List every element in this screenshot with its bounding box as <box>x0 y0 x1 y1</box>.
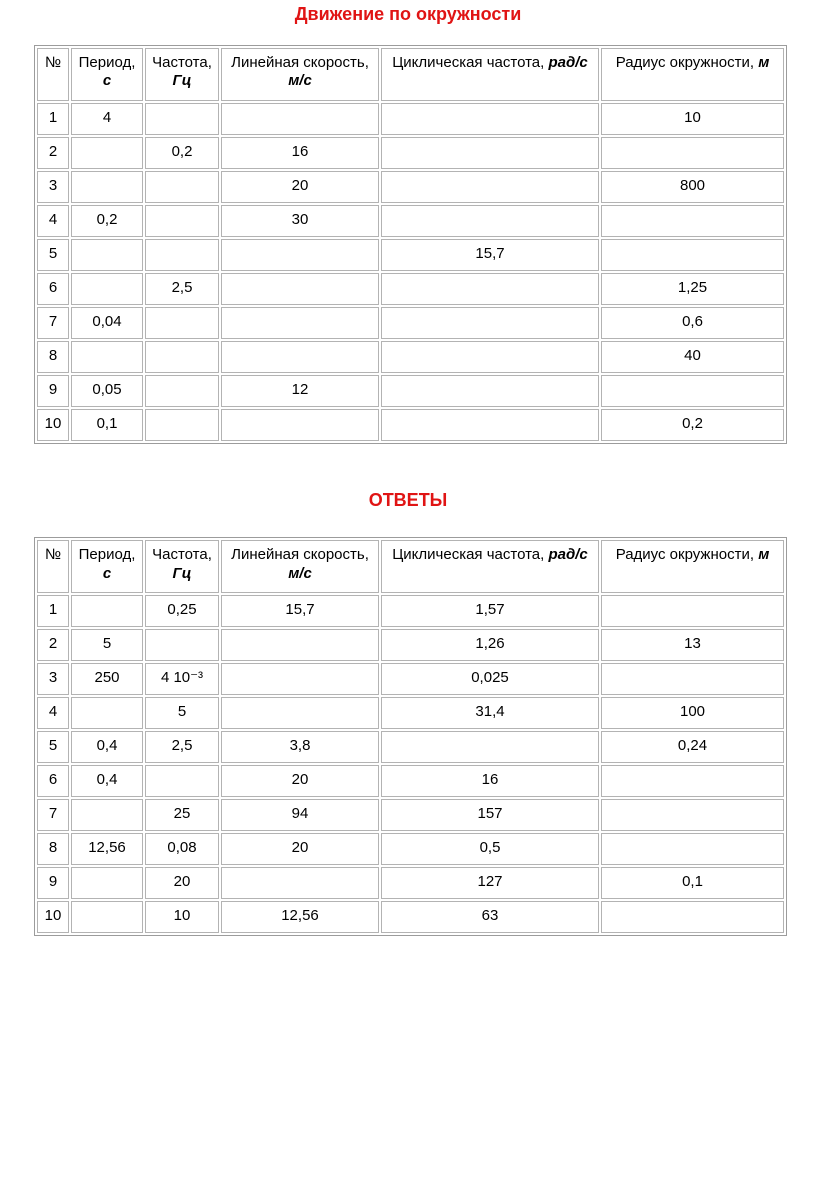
table-cell <box>381 171 599 203</box>
table-cell <box>145 765 219 797</box>
table-cell <box>71 171 143 203</box>
col-header-cyclic-frequency <box>381 48 599 101</box>
table-row <box>37 239 784 271</box>
table-cell <box>71 799 143 831</box>
table-cell: 0,2 <box>145 137 219 169</box>
table-cell <box>601 663 784 695</box>
table-cell <box>71 595 143 627</box>
table-row <box>37 663 784 695</box>
table-cell: 4 <box>37 697 69 729</box>
table-cell <box>145 341 219 373</box>
table-cell: 1 <box>37 103 69 135</box>
table-cell: 0,1 <box>601 867 784 899</box>
table-cell <box>601 239 784 271</box>
column-unit: Гц <box>172 72 192 90</box>
table-cell: 6 <box>37 273 69 305</box>
table-cell: 1 <box>37 595 69 627</box>
col-header-cyclic-frequency <box>381 540 599 593</box>
column-unit: м <box>758 53 770 71</box>
table-row <box>37 867 784 899</box>
table-cell: 0,2 <box>601 409 784 441</box>
table-cell: 2,5 <box>145 273 219 305</box>
table-cell <box>381 409 599 441</box>
table-cell: 3 <box>37 663 69 695</box>
table-cell: 40 <box>601 341 784 373</box>
column-label: Частота, <box>152 53 212 71</box>
table-cell <box>381 205 599 237</box>
table-cell: 127 <box>381 867 599 899</box>
table-cell: 10 <box>145 901 219 933</box>
table-cell <box>601 205 784 237</box>
table-cell: 12,56 <box>221 901 379 933</box>
table-cell: 7 <box>37 307 69 339</box>
table-cell: 20 <box>221 171 379 203</box>
table-cell <box>145 239 219 271</box>
table-row <box>37 307 784 339</box>
table-header-row <box>37 48 784 101</box>
table-cell: 5 <box>37 239 69 271</box>
column-unit: рад/с <box>548 53 588 71</box>
table-cell: 0,5 <box>381 833 599 865</box>
table-cell: 250 <box>71 663 143 695</box>
column-label: № <box>44 53 62 71</box>
table-cell <box>221 629 379 661</box>
table-cell <box>381 341 599 373</box>
table-header-row <box>37 540 784 593</box>
table-cell: 100 <box>601 697 784 729</box>
column-unit: с <box>102 72 112 90</box>
column-unit: рад/с <box>548 546 588 564</box>
table-cell <box>71 341 143 373</box>
column-label: Циклическая частота, <box>392 546 545 564</box>
column-label: Период, <box>78 546 136 564</box>
table-cell: 8 <box>37 833 69 865</box>
table-cell: 157 <box>381 799 599 831</box>
column-label: Циклическая частота, <box>392 53 545 71</box>
table-cell: 9 <box>37 375 69 407</box>
column-label: Радиус окружности, <box>615 546 755 564</box>
table-cell: 16 <box>381 765 599 797</box>
table-row <box>37 765 784 797</box>
table-cell: 4 10⁻³ <box>145 663 219 695</box>
table-cell <box>221 103 379 135</box>
table-cell <box>71 273 143 305</box>
table-cell <box>221 239 379 271</box>
table-cell <box>601 595 784 627</box>
table-cell <box>145 629 219 661</box>
table-cell <box>145 103 219 135</box>
table-cell: 2 <box>37 629 69 661</box>
table-cell <box>221 663 379 695</box>
table-cell <box>71 867 143 899</box>
table-cell <box>145 171 219 203</box>
column-label: Период, <box>78 53 136 71</box>
table-cell <box>221 409 379 441</box>
column-unit: с <box>102 564 112 582</box>
table-row <box>37 697 784 729</box>
table-cell: 800 <box>601 171 784 203</box>
page-title: Движение по окружности <box>294 4 522 24</box>
table-cell <box>145 409 219 441</box>
table-cell: 1,26 <box>381 629 599 661</box>
table-cell: 0,04 <box>71 307 143 339</box>
table-cell: 5 <box>71 629 143 661</box>
table-cell <box>381 137 599 169</box>
problems-table <box>34 45 787 444</box>
table-cell: 10 <box>37 409 69 441</box>
table-cell: 0,4 <box>71 765 143 797</box>
table-cell <box>221 867 379 899</box>
table-row <box>37 409 784 441</box>
col-header-period <box>71 48 143 101</box>
table-cell: 0,025 <box>381 663 599 695</box>
table-cell: 8 <box>37 341 69 373</box>
answers-table <box>34 537 787 936</box>
table-cell: 2,5 <box>145 731 219 763</box>
table-cell: 10 <box>37 901 69 933</box>
table-cell: 63 <box>381 901 599 933</box>
table-cell: 12,56 <box>71 833 143 865</box>
table-row <box>37 341 784 373</box>
col-header-number <box>37 48 69 101</box>
table-cell: 3,8 <box>221 731 379 763</box>
table-row <box>37 103 784 135</box>
column-unit: Гц <box>172 564 192 582</box>
table-cell: 94 <box>221 799 379 831</box>
table-cell: 5 <box>145 697 219 729</box>
table-cell: 2 <box>37 137 69 169</box>
table-cell: 1,25 <box>601 273 784 305</box>
table-row <box>37 595 784 627</box>
table-cell <box>71 137 143 169</box>
column-label: Радиус окружности, <box>615 53 755 71</box>
table-cell <box>601 799 784 831</box>
table-cell <box>145 375 219 407</box>
table-cell <box>381 375 599 407</box>
table-cell: 5 <box>37 731 69 763</box>
column-unit: м <box>758 546 770 564</box>
table-cell: 0,05 <box>71 375 143 407</box>
table-row <box>37 171 784 203</box>
table-cell: 31,4 <box>381 697 599 729</box>
table-cell <box>601 375 784 407</box>
col-header-radius <box>601 540 784 593</box>
table-cell: 4 <box>71 103 143 135</box>
table-cell: 30 <box>221 205 379 237</box>
col-header-frequency <box>145 540 219 593</box>
table-cell: 15,7 <box>381 239 599 271</box>
table-row <box>37 799 784 831</box>
table-row <box>37 629 784 661</box>
table-cell <box>145 307 219 339</box>
col-header-number <box>37 540 69 593</box>
table-cell: 15,7 <box>221 595 379 627</box>
table-cell <box>601 833 784 865</box>
table-cell: 0,24 <box>601 731 784 763</box>
table-cell <box>145 205 219 237</box>
table-cell: 0,08 <box>145 833 219 865</box>
table-row <box>37 833 784 865</box>
table-cell: 6 <box>37 765 69 797</box>
table-cell <box>71 239 143 271</box>
table-cell <box>381 273 599 305</box>
table-cell <box>381 103 599 135</box>
table-cell: 4 <box>37 205 69 237</box>
column-label: Линейная скорость, <box>231 53 369 71</box>
table-cell <box>601 901 784 933</box>
table-cell: 0,4 <box>71 731 143 763</box>
table-cell: 10 <box>601 103 784 135</box>
table-row <box>37 731 784 763</box>
table-row <box>37 901 784 933</box>
table-cell: 12 <box>221 375 379 407</box>
table-cell: 7 <box>37 799 69 831</box>
table-cell <box>221 341 379 373</box>
table-row <box>37 273 784 305</box>
table-cell <box>601 765 784 797</box>
table-row <box>37 205 784 237</box>
table-cell: 16 <box>221 137 379 169</box>
table-cell <box>221 307 379 339</box>
col-header-frequency <box>145 48 219 101</box>
table-cell <box>381 307 599 339</box>
table-cell: 20 <box>221 765 379 797</box>
table-cell: 13 <box>601 629 784 661</box>
table-cell <box>71 697 143 729</box>
table-cell: 0,1 <box>71 409 143 441</box>
table-row <box>37 137 784 169</box>
table-cell <box>601 137 784 169</box>
table-cell: 1,57 <box>381 595 599 627</box>
table-cell <box>71 901 143 933</box>
column-label: Линейная скорость, <box>231 546 369 564</box>
column-label: Частота, <box>152 546 212 564</box>
table-cell <box>381 731 599 763</box>
table-cell: 20 <box>145 867 219 899</box>
table-cell: 3 <box>37 171 69 203</box>
table-cell: 20 <box>221 833 379 865</box>
col-header-linear-speed <box>221 540 379 593</box>
col-header-radius <box>601 48 784 101</box>
table-cell: 0,6 <box>601 307 784 339</box>
column-unit: м/с <box>288 72 312 90</box>
table-row <box>37 375 784 407</box>
table-cell: 25 <box>145 799 219 831</box>
column-label: № <box>44 546 62 564</box>
col-header-linear-speed <box>221 48 379 101</box>
col-header-period <box>71 540 143 593</box>
answers-section-title: ОТВЕТЫ <box>368 489 448 510</box>
table-cell <box>221 697 379 729</box>
table-cell: 0,2 <box>71 205 143 237</box>
table-cell: 9 <box>37 867 69 899</box>
table-cell <box>221 273 379 305</box>
column-unit: м/с <box>288 564 312 582</box>
table-cell: 0,25 <box>145 595 219 627</box>
